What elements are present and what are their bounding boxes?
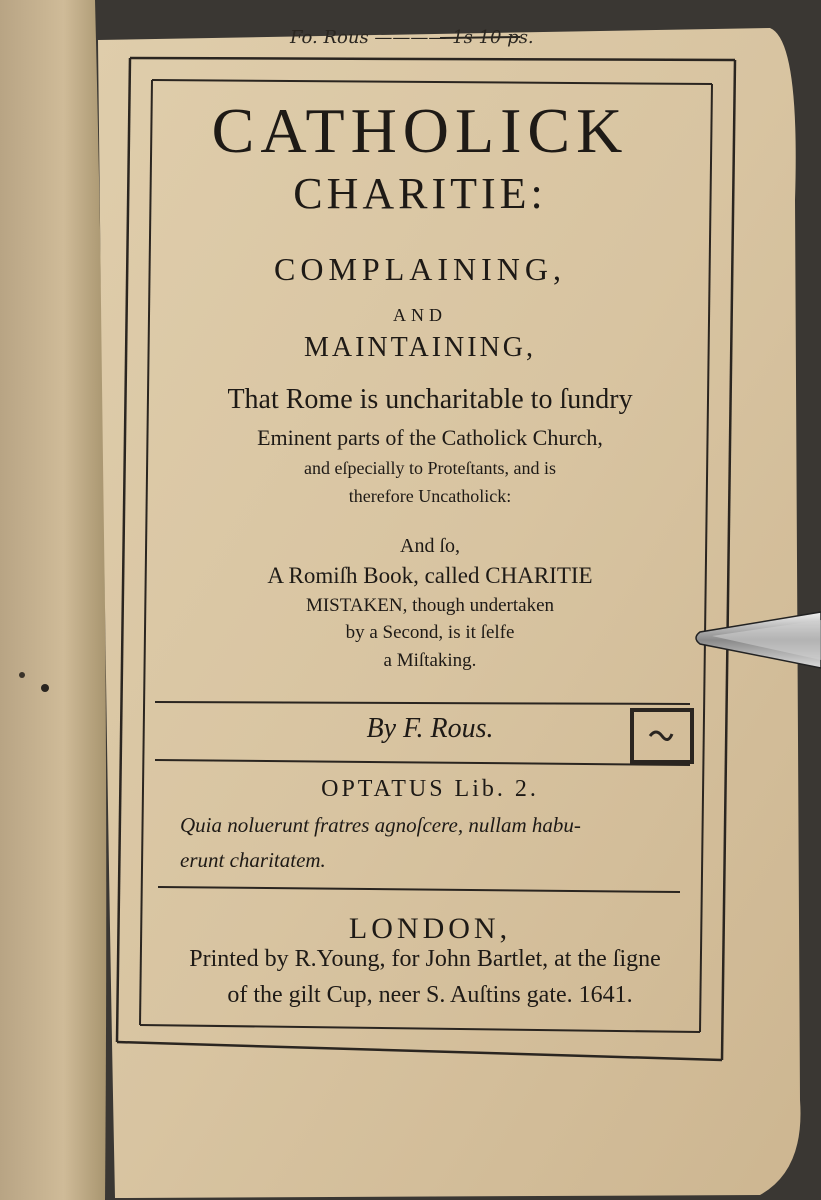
imprint-line: Printed by R.Young, for John Bartlet, at the ſigne	[189, 946, 661, 972]
manuscript-note: Fo. Rous ———— 1s 10 ps.	[290, 27, 534, 48]
epigraph-text: Quia noluerunt fratres agnoſcere, nullam habu-	[180, 813, 581, 837]
subtitle-and: AND	[393, 305, 447, 325]
page-spot	[19, 672, 25, 678]
epigraph-text: erunt charitatem.	[180, 848, 326, 872]
left-page	[0, 0, 106, 1200]
body-line: MISTAKEN, though undertaken	[305, 595, 555, 616]
epigraph-source: OPTATUS Lib. 2.	[321, 776, 539, 802]
body-line: That Rome is uncharitable to ſundry	[227, 384, 633, 415]
body-line: and eſpecially to Proteſtants, and is	[304, 458, 556, 478]
body-line: therefore Uncatholick:	[348, 486, 512, 506]
imprint-line: of the gilt Cup, neer S. Auſtins gate. 1641.	[227, 982, 633, 1008]
body-line: Eminent parts of the Catholick Church,	[257, 425, 603, 450]
title-line-charitie: CHARITIE:	[293, 169, 547, 218]
author-line: By F. Rous.	[366, 713, 494, 744]
subtitle-maintaining: MAINTAINING,	[303, 332, 537, 363]
title-line-catholick: CATHOLICK	[211, 95, 629, 166]
imprint-city: LONDON,	[348, 912, 512, 945]
body-line: A Romiſh Book, called CHARITIE	[267, 563, 593, 588]
body-line: And ſo,	[400, 535, 460, 557]
subtitle-complaining: COMPLAINING,	[274, 251, 566, 287]
body-line: a Miſtaking.	[383, 650, 477, 671]
page-spot	[41, 684, 49, 692]
body-line: by a Second, is it ſelfe	[345, 622, 515, 643]
